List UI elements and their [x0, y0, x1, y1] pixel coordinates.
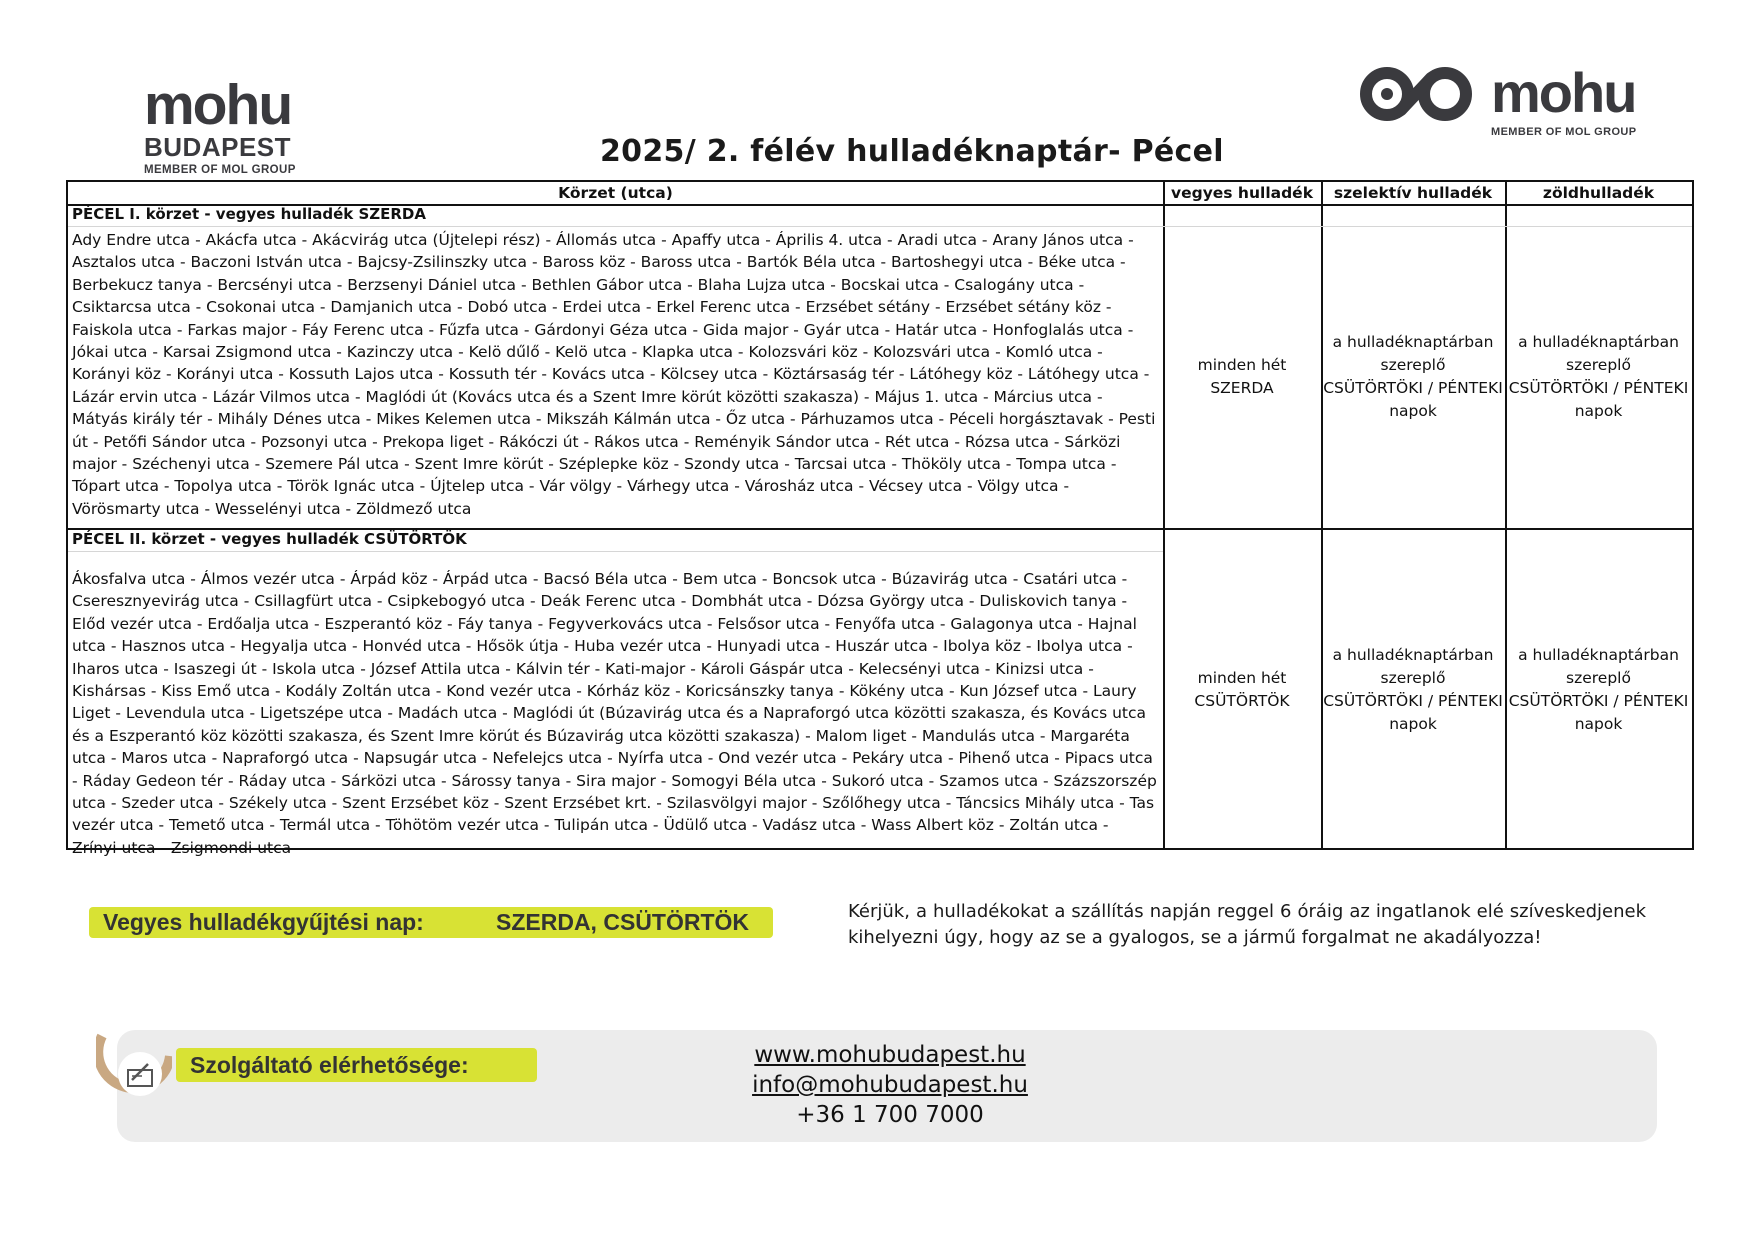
row-divider	[68, 551, 1163, 552]
row-divider	[68, 226, 1163, 227]
district-1-title: PÉCEL I. körzet - vegyes hulladék SZERDA	[72, 205, 426, 223]
schedule-line: szereplő	[1380, 356, 1446, 374]
schedule-line: szereplő	[1380, 669, 1446, 687]
phone-number: +36 1 700 7000	[796, 1102, 984, 1128]
collection-day-label: Vegyes hulladékgyűjtési nap:	[103, 909, 424, 935]
header-district: Körzet (utca)	[558, 184, 673, 202]
collection-day-badge	[89, 907, 773, 938]
logo-mohu-budapest	[144, 73, 314, 176]
schedule-line: szereplő	[1566, 669, 1631, 687]
collection-day-value: SZERDA, CSÜTÖRTÖK	[496, 909, 749, 935]
schedule-line: napok	[1574, 402, 1623, 420]
mohu-infinity-icon	[1357, 64, 1477, 128]
schedule-line: CSÜTÖRTÖKI / PÉNTEKI	[1323, 692, 1503, 710]
schedule-line: a hulladéknaptárban	[1518, 333, 1679, 351]
district-2-selective	[1321, 644, 1505, 736]
contact-label: Szolgáltató elérhetősége:	[176, 1048, 537, 1082]
contact-details	[700, 1040, 1080, 1130]
schedule-line: CSÜTÖRTÖK	[1194, 692, 1290, 710]
table-divider	[1505, 182, 1507, 848]
table-divider	[1163, 182, 1165, 848]
schedule-table	[66, 180, 1694, 857]
logo-right-member: MEMBER OF MOL GROUP	[1491, 126, 1637, 138]
schedule-line: napok	[1389, 715, 1437, 733]
schedule-line: a hulladéknaptárban	[1332, 333, 1494, 351]
district-2-streets: Ákosfalva utca - Álmos vezér utca - Árpád köz - Árpád utca - Bacsó Béla utca - Bem utca - Boncsok utca - Búzavirág utca - Csatári utca - Cseresznyevirág utca - Csillagfürt utca - Csipkebogyó utca - Deák Ferenc utca - Dombhát utca - Dózsa György utca - Duliskovich tanya - Előd vezér utca - Erdőalja utca - Eszperantó köz - Fáy tanya - Fegyverkovács utca - Felsősor utca - Fenyőfa utca - Galagonya utca - Hajnal utca - Hasznos utca - Hegyalja utca - Honvéd utca - Hősök útja - Huba vezér utca - Hunyadi utca - Huszár utca - Ibolya köz - Ibolya utca - Iharos utca - Isaszegi út - Iskola utca - József Attila utca - Kálvin tér - Kati-major - Károli Gáspár utca - Kelecsényi utca - Kinizsi utca - Kishársas - Kiss Emő utca - Kodály Zoltán utca - Kond vezér utca - Kórház köz - Koricsánszky tanya - Kökény utca - Kun József utca - Laury Liget - Levendula utca - Ligetszépe utca - Madách utca - Maglódi út (Búzavirág utca és a Napraforgó utca közötti szakasza, és Kovács utca és a Eszperantó köz közötti szakasza, és Szent Imre körút és Búzavirág utca közötti szakasza) - Malom liget - Mandulás utca - Margaréta utca - Maros utca - Napraforgó utca - Napsugár utca - Nefelejcs utca - Nyírfa utca - Ond vezér utca - Pekáry utca - Pihenő utca - Pipacs utca - Ráday Gedeon tér - Ráday utca - Sárközi utca - Sárossy tanya - Sira major - Somogyi Béla utca - Sukoró utca - Szamos utca - Százszorszép utca - Szeder utca - Székely utca - Szent Erzsébet köz - Szent Erzsébet krt. - Szilasvölgyi major - Szőlőhegy utca - Táncsics Mihály utca - Tas vezér utca - Temető utca - Termál utca - Töhötöm vezér utca - Tulipán utca - Üdülő utca - Vadász utca - Wass Albert köz - Zoltán utca - Zrínyi utca - Zsigmondi utca	[72, 570, 1157, 857]
header-mixed: vegyes hulladék	[1170, 184, 1314, 202]
logo-right-wordmark: mohu	[1491, 61, 1636, 124]
schedule-line: szereplő	[1566, 356, 1631, 374]
schedule-line: minden hét	[1197, 356, 1287, 374]
schedule-line: minden hét	[1197, 669, 1287, 687]
email-link[interactable]: info@mohubudapest.hu	[752, 1072, 1028, 1098]
header-green: zöldhulladék	[1542, 184, 1655, 202]
page-title: 2025/ 2. félév hulladéknaptár- Pécel	[600, 134, 1224, 169]
table-divider	[1321, 182, 1323, 848]
logo-left-wordmark: mohu	[144, 73, 292, 137]
logo-left-city: BUDAPEST	[144, 132, 292, 162]
district-1-green	[1505, 331, 1692, 423]
schedule-line: a hulladéknaptárban	[1518, 646, 1679, 664]
website-link[interactable]: www.mohubudapest.hu	[754, 1042, 1026, 1068]
schedule-line: CSÜTÖRTÖKI / PÉNTEKI	[1323, 379, 1503, 397]
schedule-line: CSÜTÖRTÖKI / PÉNTEKI	[1508, 379, 1689, 397]
district-1-selective	[1321, 331, 1505, 423]
row-divider	[1163, 226, 1692, 227]
district-1-mixed	[1163, 354, 1321, 400]
schedule-line: napok	[1389, 402, 1437, 420]
district-2-green	[1505, 644, 1692, 736]
logo-left-member: MEMBER OF MOL GROUP	[144, 164, 296, 176]
schedule-line: SZERDA	[1210, 379, 1274, 397]
district-1-streets: Ady Endre utca - Akácfa utca - Akácvirág utca (Újtelepi rész) - Állomás utca - Apaffy utca - Április 4. utca - Aradi utca - Arany János utca - Asztalos utca - Baczoni István utca - Bajcsy-Zsilinszky utca - Baross köz - Baross utca - Bartók Béla utca - Bartoshegyi utca - Béke utca - Berbekucz tanya - Bercsényi utca - Berzsenyi Dániel utca - Bethlen Gábor utca - Blaha Lujza utca - Bocskai utca - Csalogány utca - Csiktarcsa utca - Csokonai utca - Damjanich utca - Dobó utca - Erdei utca - Erkel Ferenc utca - Erzsébet sétány - Erzsébet sétány köz - Faiskola utca - Farkas major - Fáy Ferenc utca - Fűzfa utca - Gárdonyi Géza utca - Gida major - Gyár utca - Határ utca - Honfoglalás utca - Jókai utca - Karsai Zsigmond utca - Kazinczy utca - Kelö dűlő - Kelö utca - Klapka utca - Kolozsvári köz - Kolozsvári utca - Komló utca - Korányi köz - Korányi utca - Kossuth Lajos utca - Kossuth tér - Kovács utca - Kölcsey utca - Köztársaság tér - Látóhegy köz - Látóhegy utca - Lázár ervin utca - Lázár Vilmos utca - Maglódi út (Kovács utca és a Szent Imre körút közötti szakasza) - Május 1. utca - Március utca - Mátyás király tér - Mihály Dénes utca - Mikes Kelemen utca - Mikszáh Kálmán utca - Őz utca - Párhuzamos utca - Péceli horgásztavak - Pesti út - Petőfi Sándor utca - Pozsonyi utca - Prekopa liget - Rákóczi út - Rákos utca - Reményik Sándor utca - Rét utca - Rózsa utca - Sárközi major - Széchenyi utca - Szemere Pál utca - Szent Imre körút - Széplepke köz - Szondy utca - Tarcsai utca - Thököly utca - Tompa utca - Tópart utca - Topolya utca - Török Ignác utca - Újtelep utca - Vár völgy - Várhegy utca - Városház utca - Vécsey utca - Völgy utca - Vörösmarty utca - Wesselényi utca - Zöldmező utca	[72, 231, 1156, 518]
logo-mohu	[1357, 62, 1657, 142]
header-selective: szelektív hulladék	[1333, 184, 1493, 202]
district-2-mixed	[1163, 667, 1321, 713]
contact-edit-icon	[96, 1032, 172, 1108]
schedule-line: a hulladéknaptárban	[1332, 646, 1494, 664]
placement-notice: Kérjük, a hulladékokat a szállítás napján reggel 6 óráig az ingatlanok elé szíveskedjenek kihelyezni úgy, hogy az se a gyalogos, se a jármű forgalmat ne akadályozza!	[848, 901, 1646, 948]
schedule-line: CSÜTÖRTÖKI / PÉNTEKI	[1508, 692, 1689, 710]
schedule-line: napok	[1574, 715, 1623, 733]
district-2-title: PÉCEL II. körzet - vegyes hulladék CSÜTÖRTÖK	[72, 530, 467, 548]
